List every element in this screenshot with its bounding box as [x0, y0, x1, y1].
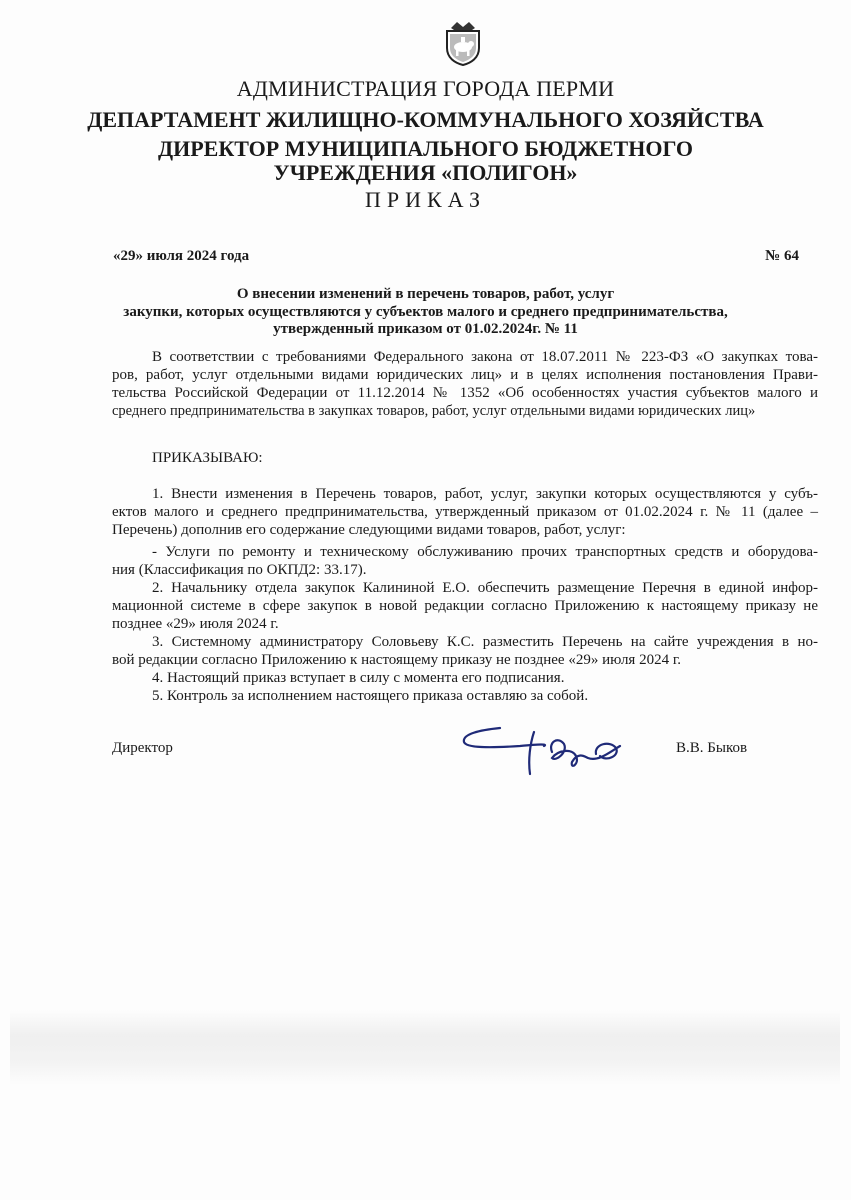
organization-name: АДМИНИСТРАЦИЯ ГОРОДА ПЕРМИ: [236, 76, 615, 101]
order-subitem-line: ния (Классификация по ОКПД2: 33.17).: [112, 562, 367, 578]
subject-line: закупки, которых осуществляются у субъектов малого и среднего предпринимательства,: [123, 304, 728, 320]
director-title-line1: ДИРЕКТОР МУНИЦИПАЛЬНОГО БЮДЖЕТНОГО: [157, 136, 693, 161]
signature-icon: [460, 722, 630, 780]
signatory-name: В.В. Быков: [676, 740, 748, 756]
coat-of-arms-icon: [443, 18, 483, 66]
order-item-line: вой редакции согласно Приложению к настоящему приказу не позднее «29» июля 2024 г.: [112, 652, 682, 668]
preamble-line: ров, работ, услуг отдельными видами юридических лиц» и в целях исполнения постановления Прави-: [112, 367, 818, 383]
order-number: № 64: [765, 248, 799, 264]
order-item-line: 4. Настоящий приказ вступает в силу с момента его подписания.: [152, 670, 565, 686]
order-item-line: позднее «29» июля 2024 г.: [112, 616, 279, 632]
order-subitem-line: - Услуги по ремонту и техническому обслуживанию прочих транспортных средств и оборудова-: [152, 544, 818, 560]
subject-line: утвержденный приказом от 01.02.2024г. № 11: [273, 321, 578, 337]
order-item-line: 1. Внести изменения в Перечень товаров, работ, услуг, закупки которых осуществляются у субъ-: [152, 486, 818, 502]
signatory-role: Директор: [112, 740, 173, 756]
preamble-line: тельства Российской Федерации от 11.12.2014 № 1352 «Об особенностях участия субъектов малого и: [112, 385, 818, 401]
preamble-line: В соответствии с требованиями Федерального закона от 18.07.2011 № 223-ФЗ «О закупках това-: [152, 349, 818, 365]
department-name: ДЕПАРТАМЕНТ ЖИЛИЩНО-КОММУНАЛЬНОГО ХОЗЯЙСТВА: [87, 107, 764, 132]
order-item-line: 2. Начальнику отдела закупок Калининой Е.О. обеспечить размещение Перечня в единой инфор-: [152, 580, 818, 596]
order-item-line: 3. Системному администратору Соловьеву К.С. разместить Перечень на сайте учреждения в но-: [152, 634, 818, 650]
bleed-through-artifact: [10, 1010, 840, 1085]
document-type: ПРИКАЗ: [364, 187, 487, 212]
order-item-line: 5. Контроль за исполнением настоящего приказа оставляю за собой.: [152, 688, 589, 704]
subject-line: О внесении изменений в перечень товаров, работ, услуг: [236, 286, 615, 302]
order-item-line: мационной системе в сфере закупок в новой редакции согласно Приложению к настоящему приказу не: [112, 598, 818, 614]
preamble-line: среднего предпринимательства в закупках товаров, работ, услуг отдельными видами юридических лиц»: [112, 403, 756, 419]
order-word: ПРИКАЗЫВАЮ:: [152, 450, 263, 466]
order-item-line: Перечень) дополнив его содержание следующими видами товаров, работ, услуг:: [112, 522, 626, 538]
order-date: «29» июля 2024 года: [113, 248, 250, 264]
director-title-line2: УЧРЕЖДЕНИЯ «ПОЛИГОН»: [273, 160, 578, 185]
order-item-line: ектов малого и среднего предпринимательства, утвержденный приказом от 01.02.2024 г. № 11 (далее –: [112, 504, 818, 520]
